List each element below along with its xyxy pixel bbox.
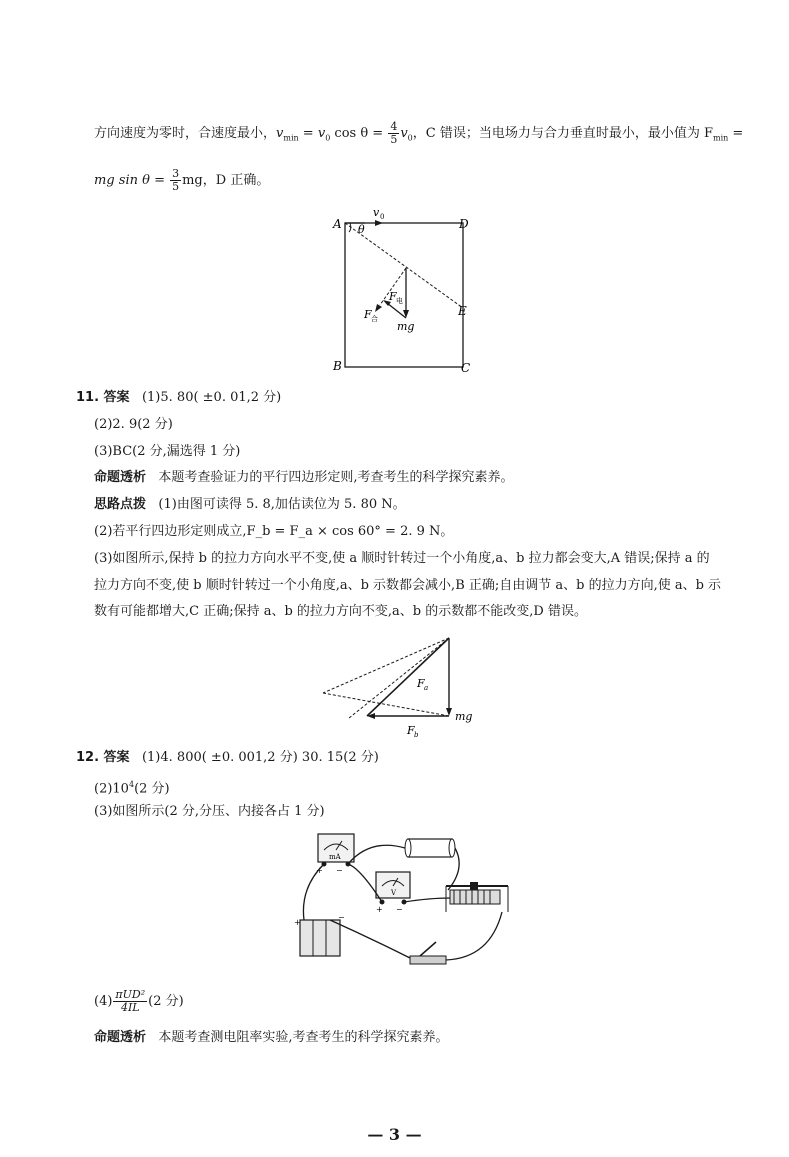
q12-answer-2: $(2)10^4(2$ 分): [94, 780, 170, 797]
switch: [410, 942, 446, 964]
label-v0: v: [373, 206, 380, 219]
fraction-3-5: $\frac{3}{5}$: [172, 167, 180, 193]
label-fb-sub: b: [414, 731, 419, 739]
figure-electric-field-box: [325, 200, 485, 380]
label-E: E: [458, 304, 467, 318]
q11-silu-2: (2)若平行四边形定则成立,F_b = F_a × cos 60° = 2. 9 N。: [94, 524, 454, 539]
figure-circuit: [290, 828, 522, 973]
svg-text:+: +: [294, 918, 301, 927]
dashed-fb-1: [323, 693, 449, 716]
label-f-he: F: [364, 308, 372, 321]
label-A: A: [333, 217, 342, 231]
fraction-4-5: $\frac{4}{5}$: [390, 120, 398, 146]
label-f-dian: F: [389, 290, 397, 303]
ammeter-label: mA: [329, 853, 341, 861]
q12-answer-line: 12. 答案 (1)4. 800( ±0. 001,2 分) 30. 15(2 分): [76, 750, 379, 765]
figure-force-triangle: [315, 632, 485, 742]
dashed-fa-2: [349, 638, 449, 718]
label-fb: F: [407, 724, 415, 737]
ammeter: [316, 834, 354, 875]
formula-resistivity: $\frac{\text{πUD²}}{4IL}$: [115, 988, 146, 1014]
text-line-1: 方向速度为零时，合速度最小，$v_{min} = v_0$ cos θ = $\frac{4}{5}$ $v_0$，C 错误；当电场力与合力垂直时最小，最小值为 $F_{min}$ =: [94, 120, 744, 146]
label-C: C: [461, 361, 471, 375]
theta-arc: [349, 223, 351, 232]
label-mg: mg: [397, 320, 415, 333]
dashed-fa-1: [323, 638, 449, 693]
label-v0-sub: 0: [380, 213, 385, 221]
q11-silu-3b: 拉力方向不变,使 b 顺时针转过一个小角度,a、b 示数都会减小,B 正确;自由调节 a、b 的拉力方向,使 a、b 示: [94, 578, 722, 593]
svg-text:+: +: [316, 866, 323, 875]
battery: [294, 913, 345, 956]
resistance-sample: [405, 839, 455, 857]
label-mg2: mg: [455, 710, 473, 723]
label-fa: F: [417, 677, 425, 690]
q12-answer-4: (4) $\frac{\text{πUD²}}{4IL}$ (2 分): [94, 988, 184, 1014]
q11-answer-line: 11. 答案 (1)5. 80( ±0. 01,2 分): [76, 390, 282, 405]
q12-mingti: 命题透析 本题考查测电阻率实验,考查考生的科学探究素养。: [94, 1030, 449, 1045]
voltmeter: [376, 872, 410, 914]
f-dian-arrow: [387, 303, 406, 318]
box-abcd: [345, 223, 463, 367]
svg-text:−: −: [396, 905, 403, 914]
q11-answer-2: (2)2. 9(2 分): [94, 417, 173, 432]
voltmeter-label: V: [391, 889, 397, 897]
rheostat: [446, 882, 508, 912]
q11-silu-3c: 数有可能都增大,C 正确;保持 a、b 的拉力方向不变,a、b 的示数都不能改变,D 错误。: [94, 604, 587, 619]
fa-vector: [367, 638, 449, 716]
label-f-he-sub: 合: [371, 315, 378, 323]
q11-answer-3: (3)BC(2 分,漏选得 1 分): [94, 444, 241, 459]
text-line-2: mg sin θ = $\frac{3}{5}$ mg，D 正确。: [94, 167, 270, 193]
label-B: B: [333, 359, 342, 373]
svg-text:−: −: [338, 913, 345, 922]
q12-answer-3: (3)如图所示(2 分,分压、内接各占 1 分): [94, 804, 325, 819]
label-theta: θ: [358, 223, 365, 236]
svg-text:+: +: [376, 905, 383, 914]
f-he-arrowhead: [375, 304, 382, 312]
q11-mingti: 命题透析 本题考查验证力的平行四边形定则,考查考生的科学探究素养。: [94, 470, 514, 485]
svg-text:−: −: [336, 866, 343, 875]
q11-silu-3a: (3)如图所示,保持 b 的拉力方向水平不变,使 a 顺时针转过一个小角度,a、b 拉力都会变大,A 错误;保持 a 的: [94, 551, 710, 566]
mg-vector-head: [446, 708, 452, 716]
q11-silu: 思路点拨 (1)由图可读得 5. 8,加估读位为 5. 80 N。: [94, 497, 406, 512]
label-f-dian-sub: 电: [396, 297, 403, 305]
label-D: D: [459, 217, 469, 231]
page-number: — 3 —: [367, 1125, 422, 1144]
label-fa-sub: a: [424, 684, 429, 692]
